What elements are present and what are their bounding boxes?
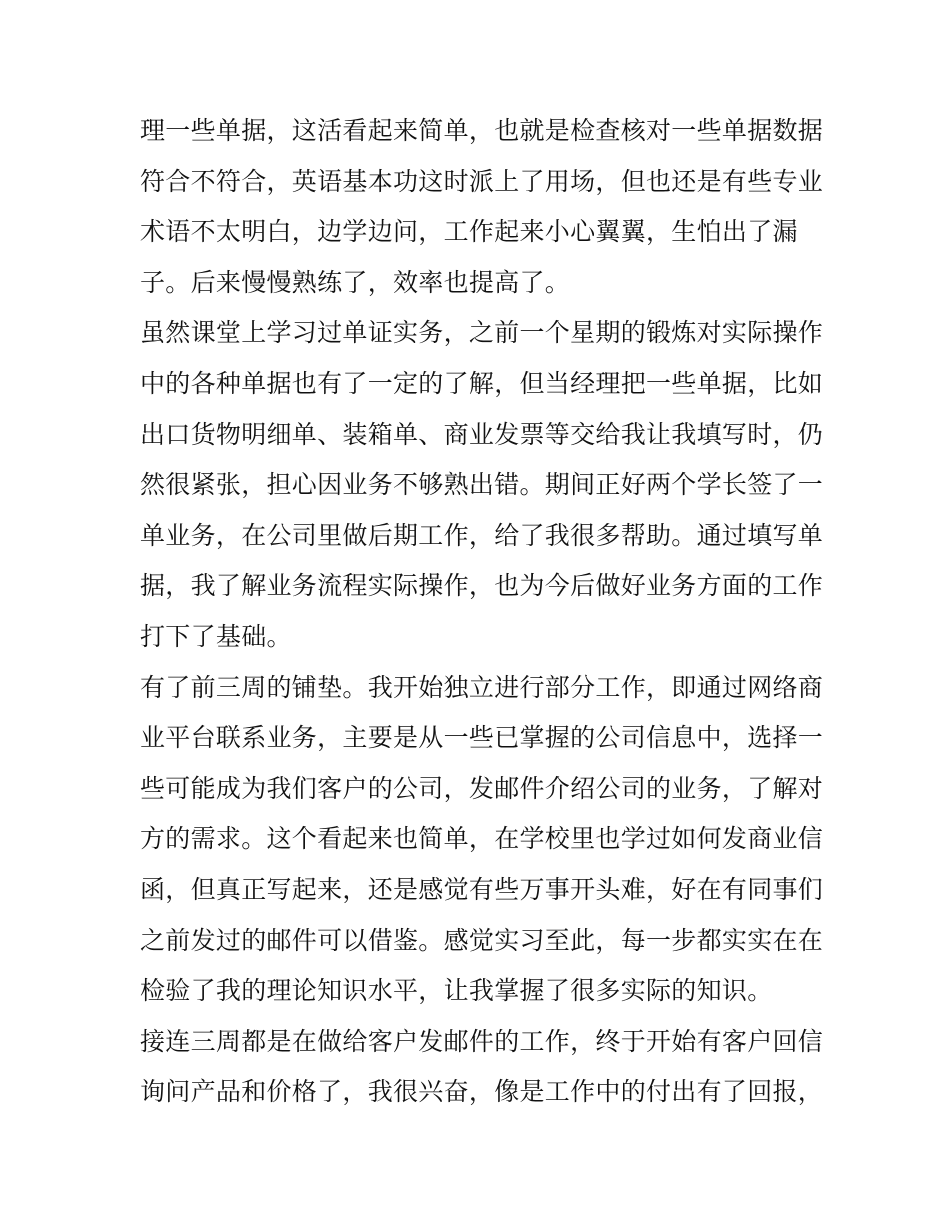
text-line: 函，但真正写起来，还是感觉有些万事开头难，好在有同事们	[140, 874, 824, 904]
text-line: 些可能成为我们客户的公司，发邮件介绍公司的业务，了解对	[140, 773, 824, 803]
text-line: 据，我了解业务流程实际操作，也为今后做好业务方面的工作	[140, 571, 824, 601]
text-line: 符合不符合，英语基本功这时派上了用场，但也还是有些专业	[140, 166, 824, 196]
text-line: 中的各种单据也有了一定的了解，但当经理把一些单据，比如	[140, 368, 824, 398]
text-line: 接连三周都是在做给客户发邮件的工作，终于开始有客户回信	[140, 1026, 824, 1056]
text-line: 打下了基础。	[140, 621, 292, 651]
text-line: 术语不太明白，边学边问，工作起来小心翼翼，生怕出了漏	[140, 217, 798, 247]
text-line: 业平台联系业务，主要是从一些已掌握的公司信息中，选择一	[140, 723, 824, 753]
text-line: 虽然课堂上学习过单证实务，之前一个星期的锻炼对实际操作	[140, 318, 824, 348]
text-line: 方的需求。这个看起来也简单，在学校里也学过如何发商业信	[140, 824, 824, 854]
body-text	[140, 106, 824, 1118]
text-line: 检验了我的理论知识水平，让我掌握了很多实际的知识。	[140, 976, 773, 1006]
text-line: 有了前三周的铺垫。我开始独立进行部分工作，即通过网络商	[140, 672, 824, 702]
text-line: 询问产品和价格了，我很兴奋，像是工作中的付出有了回报，	[140, 1077, 824, 1107]
text-line: 然很紧张，担心因业务不够熟出错。期间正好两个学长签了一	[140, 470, 824, 500]
text-line: 子。后来慢慢熟练了，效率也提高了。	[140, 267, 571, 297]
text-line: 单业务，在公司里做后期工作，给了我很多帮助。通过填写单	[140, 520, 824, 550]
text-line: 之前发过的邮件可以借鉴。感觉实习至此，每一步都实实在在	[140, 925, 824, 955]
text-line: 理一些单据，这活看起来简单，也就是检查核对一些单据数据	[140, 116, 824, 145]
text-line: 出口货物明细单、装箱单、商业发票等交给我让我填写时，仍	[140, 419, 824, 449]
